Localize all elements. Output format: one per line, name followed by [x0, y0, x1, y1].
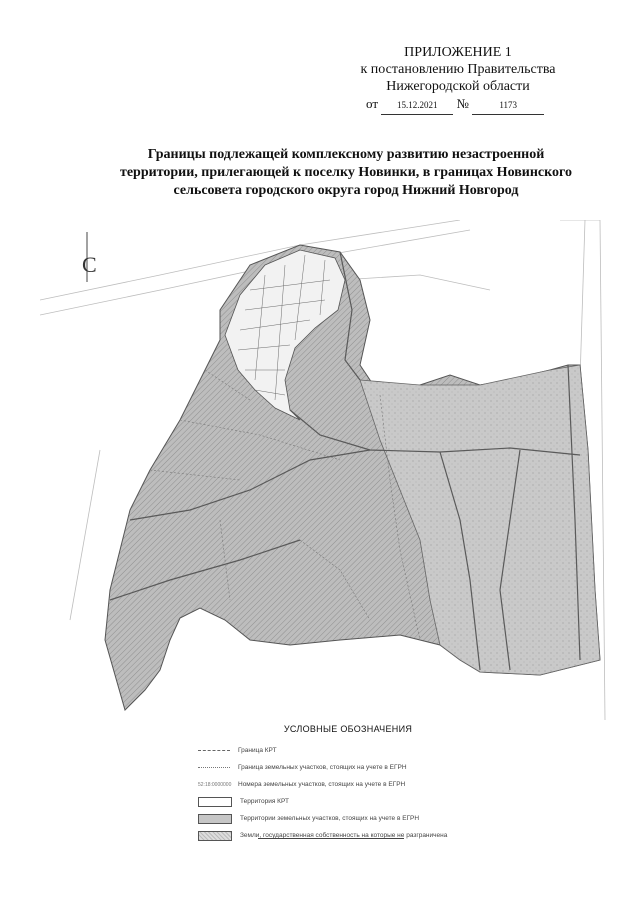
legend-symbol-grey	[198, 814, 232, 824]
number-sign: №	[456, 96, 469, 111]
legend-item-parcel-numbers	[198, 776, 498, 793]
legend-item-krt-border	[198, 742, 498, 759]
legend-label: Граница земельных участков, стоящих на учете в ЕГРН	[238, 764, 407, 771]
legend-item-state-land	[198, 827, 498, 844]
from-label: от	[366, 96, 379, 111]
north-arrow-icon	[82, 232, 97, 282]
legend-title: УСЛОВНЫЕ ОБОЗНАЧЕНИЯ	[283, 724, 413, 734]
north-arrow-letter: С	[82, 252, 97, 277]
order-date: 15.12.2021	[381, 97, 453, 115]
appendix-header	[328, 44, 588, 115]
appendix-line1: к постановлению Правительства	[360, 62, 556, 77]
legend-symbol-white	[198, 797, 232, 807]
appendix-line2: Нижегородской области	[386, 79, 530, 94]
footer-divider	[258, 838, 404, 839]
title-line3: сельсовета городского округа город Нижний Новгород	[173, 183, 519, 198]
legend-label: Номера земельных участков, стоящих на учете в ЕГРН	[238, 781, 406, 788]
title-line2: территории, прилегающей к поселку Новинки, в границах Новинского	[119, 165, 573, 180]
appendix-label: ПРИЛОЖЕНИЕ 1	[404, 45, 512, 60]
legend-symbol-number: 52:18:0000000	[198, 781, 232, 788]
order-number: 1173	[472, 97, 544, 115]
legend-item-registered-parcels	[198, 810, 498, 827]
legend-item-parcel-border	[198, 759, 498, 776]
document-title	[96, 146, 596, 200]
order-line	[328, 95, 588, 115]
title-line1: Границы подлежащей комплексному развитию незастроенной	[147, 147, 545, 162]
legend-item-krt-territory	[198, 793, 498, 810]
legend-label: Граница КРТ	[238, 747, 277, 754]
legend-label: Территория КРТ	[240, 798, 289, 805]
legend-label: Земли, государственная собственность на которые не разграничена	[240, 832, 448, 839]
legend-symbol-dash	[198, 750, 230, 751]
legend-symbol-hatch	[198, 831, 232, 841]
map-legend	[198, 724, 498, 844]
legend-label: Территории земельных участков, стоящих на учете в ЕГРН	[240, 815, 420, 822]
legend-symbol-dot	[198, 767, 230, 768]
territory-map	[40, 220, 620, 720]
